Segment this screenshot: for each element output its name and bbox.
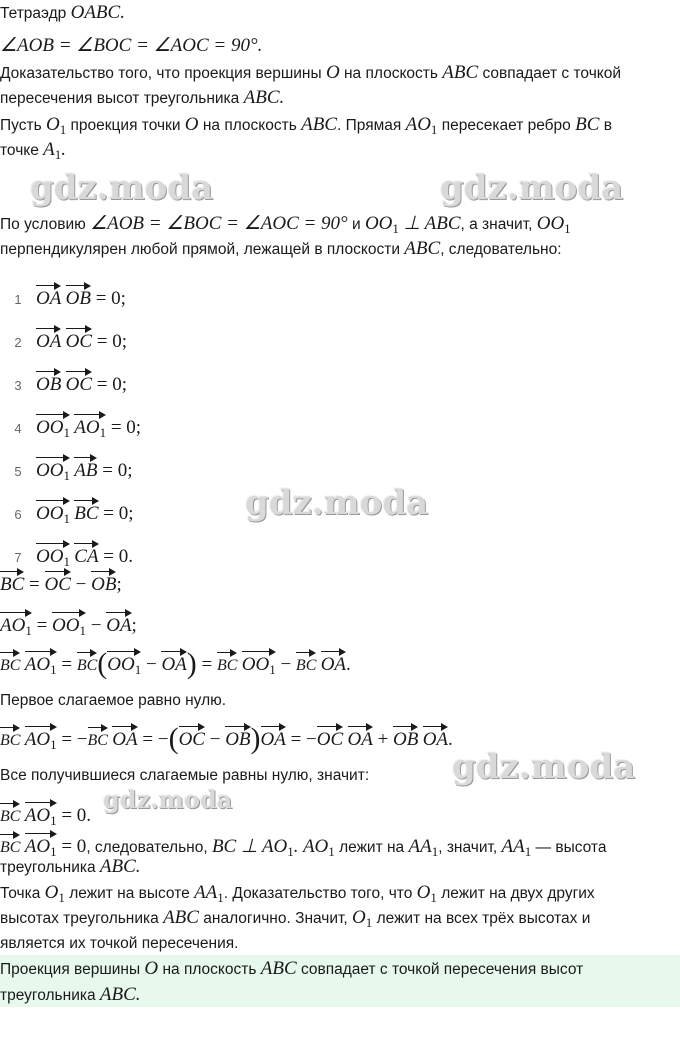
equation: BC $AO_1 = 0$. bbox=[0, 799, 91, 828]
text: Первое слагаемое равно нулю. bbox=[0, 692, 227, 709]
math: $AA_1$ bbox=[501, 836, 532, 859]
text: Доказательство того, что проекция вершины bbox=[0, 65, 326, 82]
list-item: 4 $OO_1$ $AO_1 = 0$; bbox=[0, 411, 141, 440]
watermark: gdz.moda bbox=[245, 483, 429, 523]
vector: $AO_1$ bbox=[25, 723, 57, 752]
text: Пусть bbox=[0, 117, 46, 134]
vector: CA bbox=[74, 540, 98, 568]
math: ABC bbox=[442, 62, 479, 83]
list-number: 5 bbox=[14, 464, 22, 479]
text: лежит на всех трёх высотах и bbox=[372, 910, 591, 927]
vector: BC bbox=[88, 724, 108, 752]
text: и bbox=[347, 216, 365, 233]
text-line bbox=[0, 856, 141, 879]
math: OABC. bbox=[70, 2, 125, 23]
text: пересекает ребро bbox=[437, 117, 576, 134]
vector: OC bbox=[66, 368, 92, 396]
vector: $OO_1$ bbox=[36, 540, 70, 569]
list-item: 3 OB OC = 0; bbox=[0, 368, 127, 397]
equation: BC $AO_1 = -BC$ OA = −(OC − OB)OA = −OC OA + OB OA. bbox=[0, 722, 453, 755]
list-item: 2 OA OC = 0; bbox=[0, 325, 127, 354]
text: совпадает с точкой пересечения высот bbox=[296, 961, 584, 978]
vector: OB bbox=[66, 282, 91, 310]
text: на плоскость bbox=[198, 117, 302, 134]
text: проекция точки bbox=[66, 117, 185, 134]
text: треугольника bbox=[0, 859, 100, 876]
equation: $AO_1 = OO_1$ − OA; bbox=[0, 609, 137, 638]
watermark: gdz.moda bbox=[103, 785, 233, 814]
conclusion-line bbox=[0, 984, 141, 1007]
math: ∠AOB = ∠BOC = ∠AOC = 90° bbox=[90, 213, 348, 234]
equation: BC $AO_1 = BC(OO_1 - OA)$ = BC $OO_1$ − BC OA. bbox=[0, 647, 351, 680]
vector: OA bbox=[106, 609, 131, 637]
math: O bbox=[144, 958, 159, 979]
text-line: BC $AO_1 = 0$, следовательно, BC ⊥ $AO_1$. $AO_1$ лежит на $AA_1$, значит, $AA_1$ — высота bbox=[0, 830, 606, 859]
vector: $OO_1$ bbox=[36, 411, 70, 440]
text-line bbox=[0, 213, 571, 236]
text: пересечения высот треугольника bbox=[0, 90, 244, 107]
text: Тетраэдр bbox=[0, 5, 71, 22]
text: высотах треугольника bbox=[0, 910, 164, 927]
vector: OA bbox=[261, 723, 286, 751]
math-line bbox=[0, 35, 262, 58]
equation: BC = OC − OB; bbox=[0, 568, 122, 597]
vector: OB bbox=[91, 568, 116, 596]
vector: OA bbox=[423, 723, 448, 751]
math: $AA_1$ bbox=[194, 882, 224, 905]
text-line bbox=[0, 238, 562, 261]
vector: BC bbox=[217, 649, 237, 677]
vector: OB bbox=[393, 723, 418, 751]
text: перпендикулярен любой прямой, лежащей в плоскости bbox=[0, 241, 405, 258]
text-line bbox=[0, 87, 284, 110]
vector: OA bbox=[348, 723, 373, 751]
vector: BC bbox=[0, 568, 24, 596]
vector: OA bbox=[36, 282, 61, 310]
text-line bbox=[0, 765, 369, 787]
math: ABC. bbox=[243, 87, 285, 108]
list-number: 2 bbox=[14, 335, 22, 350]
math: ABC bbox=[404, 238, 441, 259]
list-number: 1 bbox=[14, 292, 22, 307]
watermark: gdz.moda bbox=[452, 747, 636, 787]
text: , а значит, bbox=[460, 216, 537, 233]
math: ∠AOB = ∠BOC = ∠AOC = 90°. bbox=[0, 35, 263, 56]
list-number: 3 bbox=[14, 378, 22, 393]
math: O bbox=[325, 62, 340, 83]
vector: $OO_1$ bbox=[36, 497, 70, 526]
text: лежит на высоте bbox=[64, 885, 195, 902]
vector: BC bbox=[0, 649, 20, 677]
list-number: 6 bbox=[14, 507, 22, 522]
math: $O_1$ bbox=[352, 907, 373, 930]
vector: $AO_1$ bbox=[25, 648, 57, 677]
text: , значит, bbox=[438, 839, 502, 856]
text-line bbox=[0, 933, 238, 955]
text-line bbox=[0, 114, 612, 137]
vector: OC bbox=[317, 723, 343, 751]
list-item: 6 $OO_1$ BC = 0; bbox=[0, 497, 134, 526]
vector: $AO_1$ bbox=[25, 830, 57, 859]
vector: OA bbox=[36, 325, 61, 353]
vector: $OO_1$ bbox=[242, 648, 276, 677]
text: на плоскость bbox=[158, 961, 261, 978]
math: $O_1$ bbox=[416, 882, 437, 905]
math: ABC bbox=[260, 958, 297, 979]
text-line bbox=[0, 882, 595, 905]
vector: BC bbox=[77, 649, 97, 677]
math: BC ⊥ $AO_1$. $AO_1$ bbox=[211, 836, 335, 859]
math: $AA_1$ bbox=[408, 836, 439, 859]
text-line bbox=[0, 2, 125, 25]
text: лежит на bbox=[334, 839, 409, 856]
text: , следовательно, bbox=[86, 839, 212, 856]
text: . Прямая bbox=[337, 117, 406, 134]
vector: OA bbox=[112, 723, 137, 751]
math: $O_1$ bbox=[44, 882, 65, 905]
vector: OA bbox=[321, 648, 346, 676]
list-number: 4 bbox=[14, 421, 22, 436]
text-line bbox=[0, 62, 621, 85]
math: $OO_1$ ⊥ ABC bbox=[364, 213, 461, 236]
text: Проекция вершины bbox=[0, 961, 145, 978]
math: ABC bbox=[163, 907, 199, 928]
vector: $OO_1$ bbox=[52, 609, 86, 638]
vector: OC bbox=[66, 325, 92, 353]
vector: $OO_1$ bbox=[36, 454, 70, 483]
math: $A_1$. bbox=[43, 139, 67, 162]
text: аналогично. Значит, bbox=[198, 910, 353, 927]
vector: $AO_1$ bbox=[74, 411, 106, 440]
text: является их точкой пересечения. bbox=[0, 935, 239, 952]
vector: BC bbox=[296, 649, 316, 677]
list-number: 7 bbox=[14, 550, 22, 565]
text: Точка bbox=[0, 885, 45, 902]
vector: $AO_1$ bbox=[0, 609, 32, 638]
vector: $AO_1$ bbox=[25, 799, 57, 828]
text: в bbox=[599, 117, 612, 134]
text-line bbox=[0, 907, 590, 930]
text: , следовательно: bbox=[440, 241, 562, 258]
vector: OB bbox=[225, 723, 250, 751]
vector: OC bbox=[45, 568, 71, 596]
text-line bbox=[0, 690, 226, 712]
text: . Доказательство того, что bbox=[223, 885, 417, 902]
vector: BC bbox=[0, 800, 20, 828]
text: точке bbox=[0, 142, 44, 159]
vector: BC bbox=[0, 831, 20, 859]
text: — высота bbox=[531, 839, 607, 856]
vector: AB bbox=[74, 454, 97, 482]
vector: OA bbox=[161, 648, 186, 676]
math: BC bbox=[575, 114, 600, 135]
list-item: 7 $OO_1$ CA = 0. bbox=[0, 540, 133, 569]
text-line bbox=[0, 139, 66, 162]
list-item: 5 $OO_1$ AB = 0; bbox=[0, 454, 132, 483]
text: Все получившиеся слагаемые равны нулю, значит: bbox=[0, 767, 370, 784]
list-item: 1 OA OB = 0; bbox=[0, 282, 126, 311]
math: $O_1$ bbox=[45, 114, 67, 137]
vector: OC bbox=[179, 723, 205, 751]
text: По условию bbox=[0, 216, 91, 233]
text: совпадает с точкой bbox=[478, 65, 622, 82]
text: лежит на двух других bbox=[436, 885, 595, 902]
watermark: gdz.moda bbox=[30, 168, 214, 208]
math: ABC. bbox=[99, 984, 141, 1005]
watermark: gdz.moda bbox=[440, 168, 624, 208]
text: треугольника bbox=[0, 987, 100, 1004]
vector: BC bbox=[74, 497, 98, 525]
math: $AO_1$ bbox=[405, 114, 438, 137]
text: на плоскость bbox=[339, 65, 443, 82]
math: ABC bbox=[301, 114, 338, 135]
math: O bbox=[184, 114, 199, 135]
math: $OO_1$ bbox=[536, 213, 571, 236]
vector: BC bbox=[0, 724, 20, 752]
vector: OB bbox=[36, 368, 61, 396]
math: ABC. bbox=[99, 856, 141, 877]
vector: $OO_1$ bbox=[107, 648, 141, 677]
conclusion-line bbox=[0, 958, 583, 981]
